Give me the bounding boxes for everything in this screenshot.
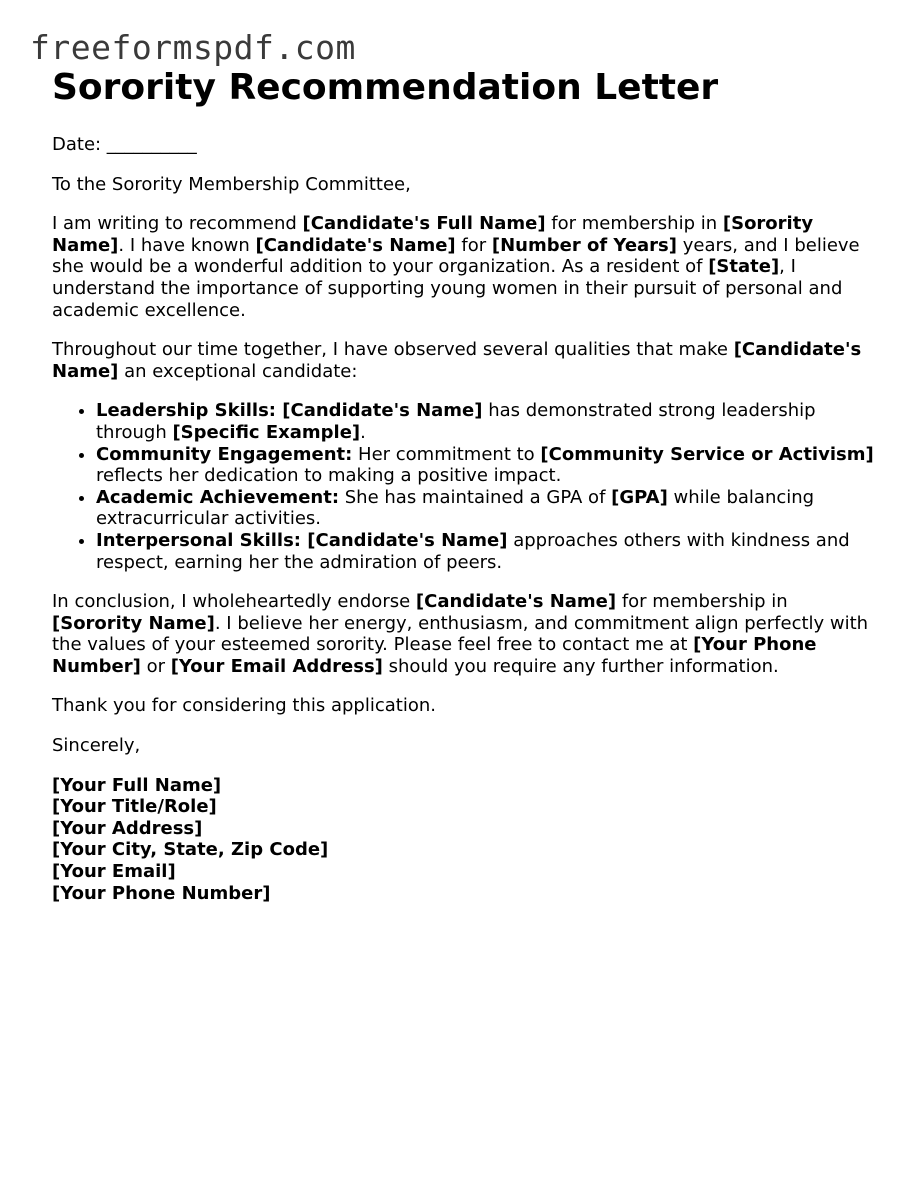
- placeholder-sorority-name: [Sorority Name]: [52, 612, 215, 634]
- placeholder-sorority-name: [Sorority Name]: [52, 213, 814, 256]
- list-item-community: • Community Engagement: Her commitment to [Community Service or Activism] reflects her dedication to making a positive impact.: [96, 444, 882, 487]
- page-title: Sorority Recommendation Letter: [52, 67, 719, 108]
- placeholder-gpa: [GPA]: [611, 486, 668, 508]
- placeholder-phone-number: [Your Phone Number]: [52, 634, 817, 677]
- conclusion-paragraph: In conclusion, I wholeheartedly endorse [Candidate's Name] for membership in [Sorority Name]. I believe her energy, enthusiasm, and commitment align perfectly with the values of your esteemed sorority. Please feel free to contact me at [Your Phone Number] or [Your Email Address] should you require any further information.: [52, 591, 869, 677]
- signature-full-name: [Your Full Name]: [52, 774, 222, 796]
- intro-paragraph: I am writing to recommend [Candidate's Full Name] for membership in [Sorority Name]. I have known [Candidate's Name] for [Number of Years] years, and I believe she would be a wonderful addition to your organization. As a resident of [State], I understand the importance of supporting young women in their pursuit of personal and academic excellence.: [52, 213, 860, 321]
- letter-document: [52, 66, 882, 904]
- quality-label: Interpersonal Skills:: [96, 529, 308, 551]
- list-item-academic: • Academic Achievement: She has maintained a GPA of [GPA] while balancing extracurricular activities.: [96, 487, 882, 530]
- quality-label: Leadership Skills:: [96, 400, 283, 422]
- placeholder-number-of-years: [Number of Years]: [491, 234, 677, 256]
- closing-line: Sincerely,: [52, 735, 141, 757]
- placeholder-state: [State]: [708, 256, 780, 278]
- signature-block: [52, 775, 882, 905]
- placeholder-candidate-name: [Candidate's Name]: [282, 400, 483, 422]
- date-line: Date: __________: [52, 134, 197, 155]
- placeholder-candidate-name: [Candidate's Name]: [415, 591, 617, 613]
- qualities-intro-paragraph: Throughout our time together, I have observed several qualities that make [Candidate's Name] an exceptional candidate:: [52, 339, 862, 382]
- placeholder-candidate-name: [Candidate's Name]: [52, 339, 862, 382]
- quality-label: Academic Achievement:: [96, 486, 340, 508]
- signature-phone: [Your Phone Number]: [52, 882, 271, 904]
- thanks-line: Thank you for considering this application.: [52, 695, 436, 717]
- signature-title-role: [Your Title/Role]: [52, 796, 217, 818]
- signature-email: [Your Email]: [52, 861, 176, 883]
- list-item-leadership: • Leadership Skills: [Candidate's Name] has demonstrated strong leadership through [Specific Example].: [96, 400, 882, 443]
- qualities-list: [52, 400, 882, 573]
- placeholder-candidate-name: [Candidate's Name]: [255, 234, 456, 256]
- placeholder-candidate-full-name: [Candidate's Full Name]: [302, 213, 546, 235]
- placeholder-specific-example: [Specific Example]: [172, 421, 361, 443]
- greeting: To the Sorority Membership Committee,: [52, 173, 411, 195]
- placeholder-candidate-name: [Candidate's Name]: [307, 529, 508, 551]
- placeholder-email-address: [Your Email Address]: [170, 655, 383, 677]
- placeholder-community-service: [Community Service or Activism]: [540, 443, 874, 465]
- signature-address: [Your Address]: [52, 817, 203, 839]
- watermark-text: freeformspdf.com: [30, 28, 356, 67]
- quality-label: Community Engagement:: [96, 443, 353, 465]
- signature-city-state-zip: [Your City, State, Zip Code]: [52, 839, 329, 861]
- list-item-interpersonal: • Interpersonal Skills: [Candidate's Name] approaches others with kindness and respect, earning her the admiration of peers.: [96, 530, 882, 573]
